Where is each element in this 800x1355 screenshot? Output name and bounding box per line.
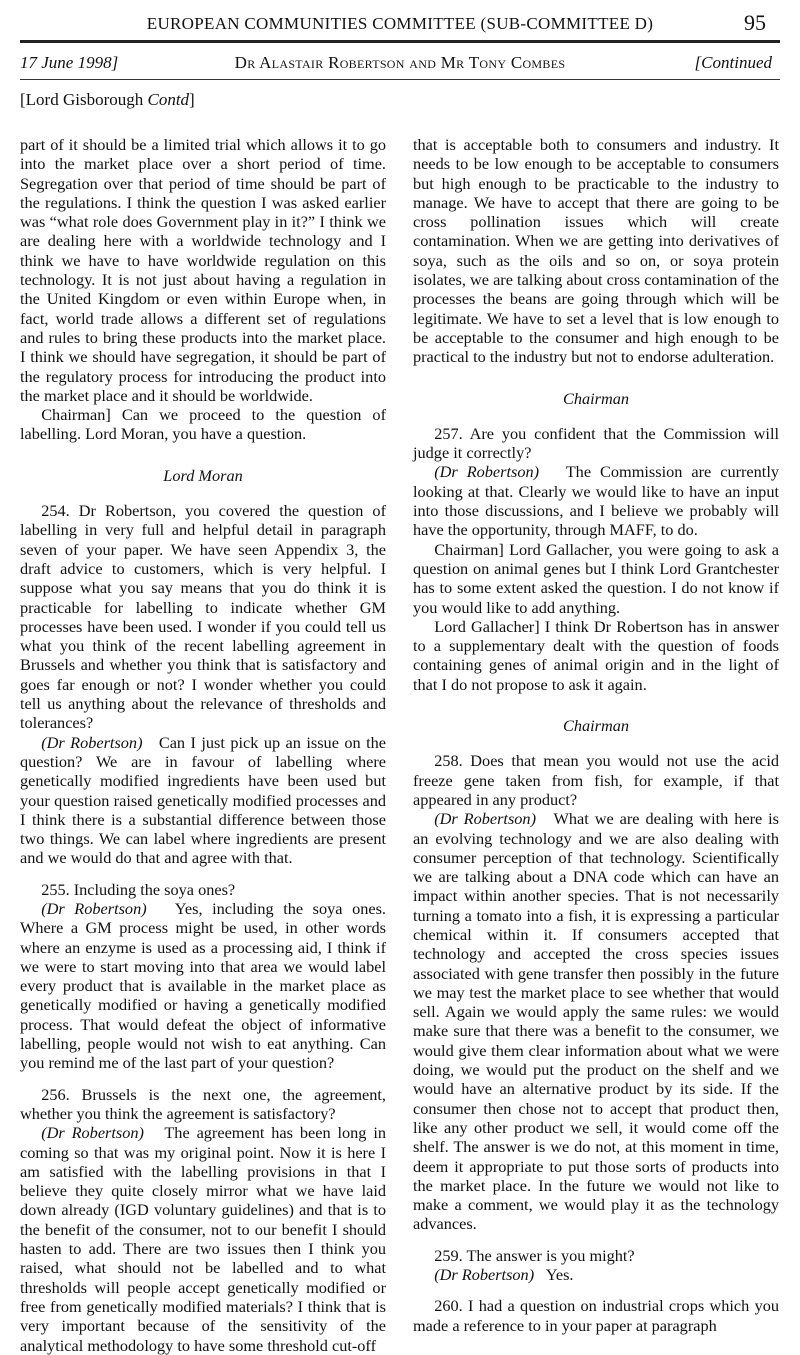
question-paragraph: 255. Including the soya ones?	[41, 879, 236, 899]
answer-paragraph	[20, 733, 386, 868]
question-paragraph: 258. Does that mean you would not use the acid freeze gene taken from fish, for example, if that appeared in any product?	[413, 751, 779, 809]
answer-text: Yes.	[545, 1265, 574, 1285]
hearing-date: 17 June 1998]	[20, 53, 119, 72]
speaker-heading: Chairman	[562, 388, 630, 408]
question-paragraph: 260. I had a question on industrial crops which you made a reference to in your paper at paragraph	[413, 1296, 779, 1335]
answer-text: What we are dealing with here is an evolving technology and we are also dealing with consumer perception of that technology. Scientifically we are talking about a DNA code which can have an impact within another species. That is not necessarily turning a tomato into a fish, it is expressing a particular chemical within it. If consumers accepted that technology and accepted the cross species issues associated with gene transfer then possibly in the future we may test the market place to see whether that would sell. Again we would apply the same rules: we would make sure that there was a benefit to the consumer, we would give them clear information about what we were doing, we would put the product on the shelf and we would have an alternative product by its side. If the consumer then chose not to accept that product then, like any other product we sell, it would come off the shelf. The answer is we do not, at this moment in time, deem it appropriate to put those sorts of products into the market place. In the future we would not like to make a comment, we would play it as the technology advances.	[413, 809, 780, 1234]
answer-paragraph	[413, 462, 779, 539]
paragraph: Lord Gallacher] I think Dr Robertson has in answer to a supplementary dealt with the question of foods containing genes of animal origin and in the light of that I do not propose to ask it again.	[413, 616, 779, 694]
answer-paragraph	[413, 809, 779, 1234]
left-column	[20, 135, 386, 1355]
speaker-label: (Dr Robertson)	[434, 1265, 535, 1285]
answer-paragraph	[20, 899, 386, 1073]
speaker-heading: Lord Moran	[163, 465, 243, 485]
contd-label: Contd	[147, 90, 190, 109]
witnesses-line: Dr Alastair Robertson and Mr Tony Combes	[234, 53, 566, 72]
speaker-label: (Dr Robertson)	[434, 809, 536, 829]
header-subrule	[20, 79, 780, 80]
header-rule	[20, 40, 780, 43]
right-column	[413, 135, 779, 1335]
answer-text: Can I just pick up an issue on the question? We are in favour of labelling where genetically modified ingredients have been used but your question raised genetically modified processes and I think there is a substantial difference between those two things. We can label where ingredients are present and we would do that and agree with that.	[20, 732, 386, 868]
paragraph: Chairman] Can we proceed to the question of labelling. Lord Moran, you have a question.	[20, 405, 386, 444]
speaker-heading: Chairman	[562, 716, 630, 736]
paragraph: Chairman] Lord Gallacher, you were going to ask a question on animal genes but I think Lord Grantchester has to some extent asked the question. I do not know if you would like to add anything.	[413, 539, 779, 617]
answer-text: The Commission are currently looking at that. Clearly we would like to have an input into those discussions, and I believe we probably will have the opportunity, through MAFF, to do.	[413, 462, 779, 540]
speaker-label: (Dr Robertson)	[41, 898, 147, 918]
speaker-label: (Dr Robertson)	[41, 732, 143, 752]
answer-paragraph	[20, 1123, 386, 1355]
speaker-label: (Dr Robertson)	[434, 462, 540, 482]
speaker-label: (Dr Robertson)	[41, 1123, 144, 1143]
paragraph: that is acceptable both to consumers and industry. It needs to be low enough to be acceptable to consumers but high enough to be practicable to the industry to manage. We have to accept that there are going to be cross pollination issues which will create contamination. When we are getting into derivatives of soya, such as the oils and so on, or soya protein isolates, we are talking about cross contamination of the processes the beans are going through which will be legitimate. We have to set a level that is low enough to be acceptable to the consumer and high enough to be practical to the industry but not to endorse adulteration.	[413, 135, 779, 367]
answer-text: The agreement has been long in coming so that was my original point. Now it is here I am satisfied with the labelling provisions in that I believe they quite closely mirror what we have laid down already (IGD voluntary guidelines) and that is to the benefit of the consumer, not to our benefit I should hasten to add. There are two issues then I think you raised, what should not be labelled and to what thresholds will people accept genetically modified or free from genetically modified materials? I think that is very important because of the sensitivity of the analytical methodology to have some threshold cut-off	[20, 1123, 386, 1355]
question-paragraph: 259. The answer is you might?	[434, 1245, 635, 1265]
question-paragraph: 254. Dr Robertson, you covered the question of labelling in very full and helpful detail in paragraph seven of your paper. We have seen Appendix 3, the draft advice to customers, which is very helpful. I suppose what you say means that you do think it is practicable for labelling to indicate whether GM processes have been used. I wonder if you could tell us what you think of the recent labelling agreement in Brussels and whether you think that is satisfactory and goes far enough or not? I wonder whether you could tell us anything about the relevance of thresholds and tolerances?	[20, 501, 386, 733]
header-meta	[20, 53, 780, 77]
answer-paragraph	[413, 1265, 779, 1284]
continued-label: [Continued	[694, 53, 772, 72]
page-number: 95	[744, 10, 766, 35]
question-paragraph: 257. Are you confident that the Commission will judge it correctly?	[413, 423, 779, 463]
question-paragraph: 256. Brussels is the next one, the agreement, whether you think the agreement is satisfactory?	[20, 1084, 386, 1123]
section-label: [Lord Gisborough Contd]	[20, 90, 195, 109]
header-title: EUROPEAN COMMUNITIES COMMITTEE (SUB-COMMITTEE D)	[146, 14, 654, 33]
paragraph: part of it should be a limited trial which allows it to go into the market place over a short period of time. Segregation over that period of time should be part of the regulations. I think the question I was asked earlier was “what role does Government play in it?” I think we are dealing here with a worldwide technology and I think we have to have worldwide regulation on this technology. It is not just about having a regulation in the United Kingdom or even within Europe when, in fact, world trade allows a different set of regulations and rules to bring these products into the market place. I think we should have segregation, it should be part of the regulatory process for introducing the product into the market place and it should be worldwide.	[20, 135, 386, 405]
answer-text: Yes, including the soya ones. Where a GM process might be used, in other words where an enzyme is used as a processing aid, I think if we were to start moving into that area we would label every product that is available in the market place as genetically modified or having a genetically modified process. That would defeat the object of informative labelling, people would not wish to eat anything. Can you remind me of the last part of your question?	[20, 898, 387, 1073]
